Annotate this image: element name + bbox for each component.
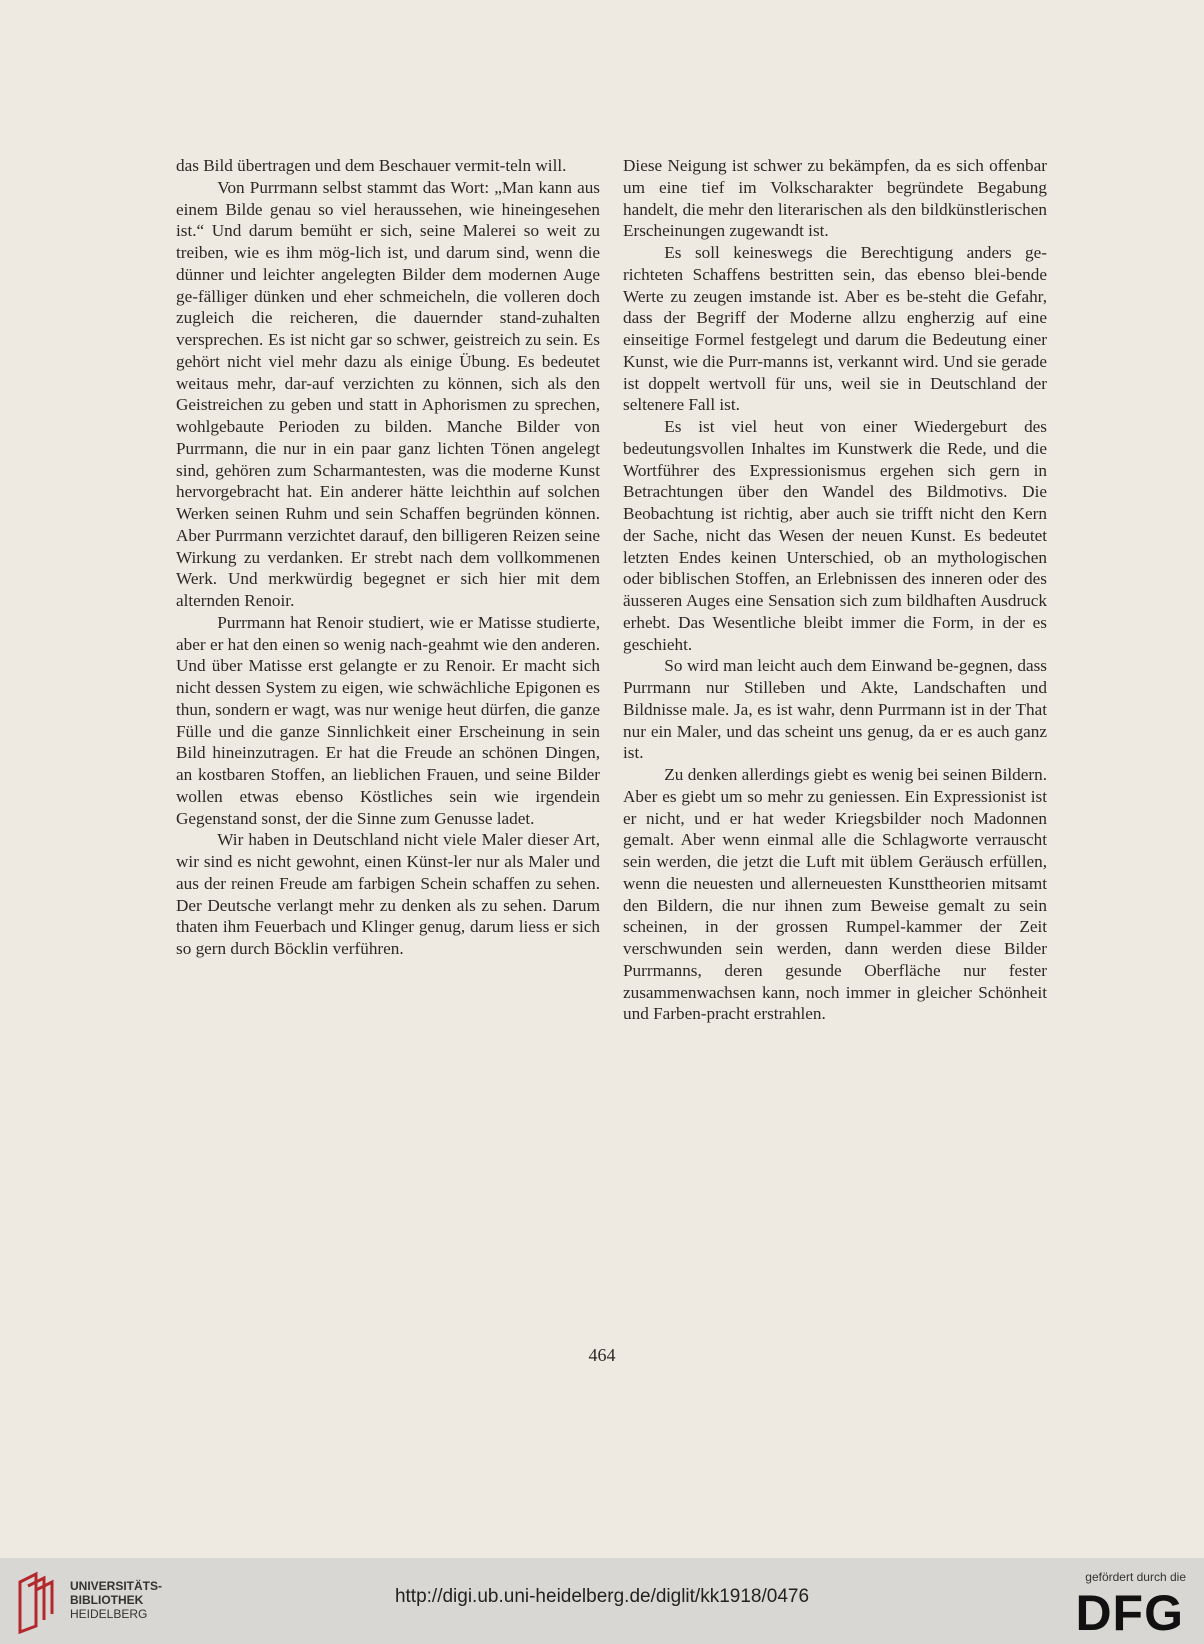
text-column-left bbox=[176, 155, 600, 960]
library-name-line: HEIDELBERG bbox=[70, 1607, 148, 1621]
source-url-link[interactable]: http://digi.ub.uni-heidelberg.de/diglit/kk1918/0476 bbox=[394, 1586, 810, 1607]
dfg-logo[interactable]: DFG bbox=[1075, 1585, 1184, 1641]
paragraph: das Bild übertragen und dem Beschauer vermit-teln will. bbox=[176, 156, 567, 175]
footer-bar bbox=[0, 1558, 1204, 1644]
sponsor-label: gefördert durch die bbox=[1085, 1570, 1186, 1584]
paragraph: Diese Neigung ist schwer zu bekämpfen, da es sich offenbar um eine tief im Volkscharakter begründete Begabung handelt, die mehr den literarischen als den bildkünstlerischen Erscheinungen zugewandt ist. bbox=[623, 156, 1047, 241]
paragraph: So wird man leicht auch dem Einwand be-gegnen, dass Purrmann nur Stilleben und Akte, Landschaften und Bildnisse male. Ja, es ist wahr, denn Purrmann ist in der That nur ein Maler, und das scheint uns genug, da er es auch ganz ist. bbox=[623, 656, 1047, 763]
library-name-line: UNIVERSITÄTS- bbox=[70, 1579, 163, 1593]
paragraph: Purrmann hat Renoir studiert, wie er Matisse studierte, aber er hat den einen so wenig nach-geahmt wie den anderen. Und über Matisse erst gelangte er zu Renoir. Er macht sich nicht dessen System zu eigen, wie schwächliche Epigonen es thun, sondern er wagt, was nur wenige heut dürfen, die ganze Fülle und die ganze Sinnlichkeit einer Erscheinung in sein Bild hineinzutragen. Er hat die Freude an schönen Dingen, an kostbaren Stoffen, an lieblichen Frauen, und seine Bilder wollen etwas ebenso Köstliches sein wie irgendein Gegenstand sonst, der die Sinne zum Genusse ladet. bbox=[176, 612, 600, 828]
paragraph: Wir haben in Deutschland nicht viele Maler dieser Art, wir sind es nicht gewohnt, einen Künst-ler nur als Maler und aus der reinen Freude am farbigen Schein schaffen zu sehen. Der Deutsche verlangt mehr zu denken als zu sehen. Darum thaten ihm Feuerbach und Klinger genug, darum liess er sich so gern durch Böcklin verführen. bbox=[176, 830, 600, 958]
paragraph: Es soll keineswegs die Berechtigung anders ge-richteten Schaffens bestritten sein, das ebenso blei-bende Werte zu zeugen imstande ist. Aber es be-steht die Gefahr, dass der Begriff der Moderne allzu engherzig auf eine einseitige Formel festgelegt und darum die Bedeutung einer Kunst, wie die Purr-manns ist, verkannt wird. Und sie gerade ist doppelt wertvoll für uns, weil sie in Deutschland der seltenere Fall ist. bbox=[623, 243, 1047, 415]
paragraph: Es ist viel heut von einer Wiedergeburt des bedeutungsvollen Inhaltes im Kunstwerk die Rede, und die Wortführer des Expressionismus ergehen sich gern in Betrachtungen über den Wandel des Bildmotivs. Die Beobachtung ist richtig, aber auch sie trifft nicht den Kern der Sache, nicht das Wesen der neuen Kunst. Es bedeutet letzten Endes keinen Unterschied, ob an mythologischen oder biblischen Stoffen, an Erlebnissen des inneren oder des äusseren Auges eine Sensation sich zum bildhaften Ausdruck erhebt. Das Wesentliche bleibt immer die Form, in der es geschieht. bbox=[623, 417, 1047, 654]
library-name-line: BIBLIOTHEK bbox=[70, 1593, 144, 1607]
page-number: 464 bbox=[588, 1345, 616, 1365]
paragraph: Von Purrmann selbst stammt das Wort: „Man kann aus einem Bilde genau so viel heraussehen, wie hineingesehen ist.“ Und darum bemüht er sich, seine Malerei so weit zu treiben, wie es ihm mög-lich ist, und darum sind, wenn die dünner und leichter angelegten Bilder dem modernen Auge ge-fälliger dünken und eher schmeicheln, die volleren doch zugleich die reicheren, die dauernder stand-zuhalten versprechen. Es ist nicht gar so schwer, geistreich zu sein. Es gehört nicht viel mehr dazu als einige Übung. Es bedeutet weitaus mehr, dar-auf verzichten zu können, sich als den Geistreichen zu geben und statt in Aphorismen zu sprechen, wohlgebaute Perioden zu bilden. Manche Bilder von Purrmann, die nur in ein paar ganz lichten Tönen angelegt sind, gehören zum Scharmantesten, was die moderne Kunst hervorgebracht hat. Ein anderer hätte leichthin auf solchen Werken seinen Ruhm und sein Schaffen begründen können. Aber Purrmann verzichtet darauf, den billigeren Reizen seine Wirkung zu verdanken. Er strebt nach dem vollkommenen Werk. Und merkwürdig begegnet er sich hier mit dem alternden Renoir. bbox=[176, 177, 600, 610]
text-column-right bbox=[623, 155, 1047, 1025]
paragraph: Zu denken allerdings giebt es wenig bei seinen Bildern. Aber es giebt um so mehr zu geniessen. Ein Expressionist ist er nicht, und er hat weder Kriegsbilder noch Madonnen gemalt. Aber wenn einmal alle die Schlagworte verrauscht sein werden, die jetzt die Luft mit üblem Geräusch erfüllen, wenn die neuesten und allerneuesten Kunsttheorien mitsamt den Bildern, die nur ihnen zum Beweise gemalt zu sein scheinen, in der grossen Rumpel-kammer der Zeit verschwunden sein werden, dann werden diese Bilder Purrmanns, deren gesunde Oberfläche nur fester zusammenwachsen kann, noch immer in gleicher Schönheit und Farben-pracht erstrahlen. bbox=[623, 765, 1047, 1024]
